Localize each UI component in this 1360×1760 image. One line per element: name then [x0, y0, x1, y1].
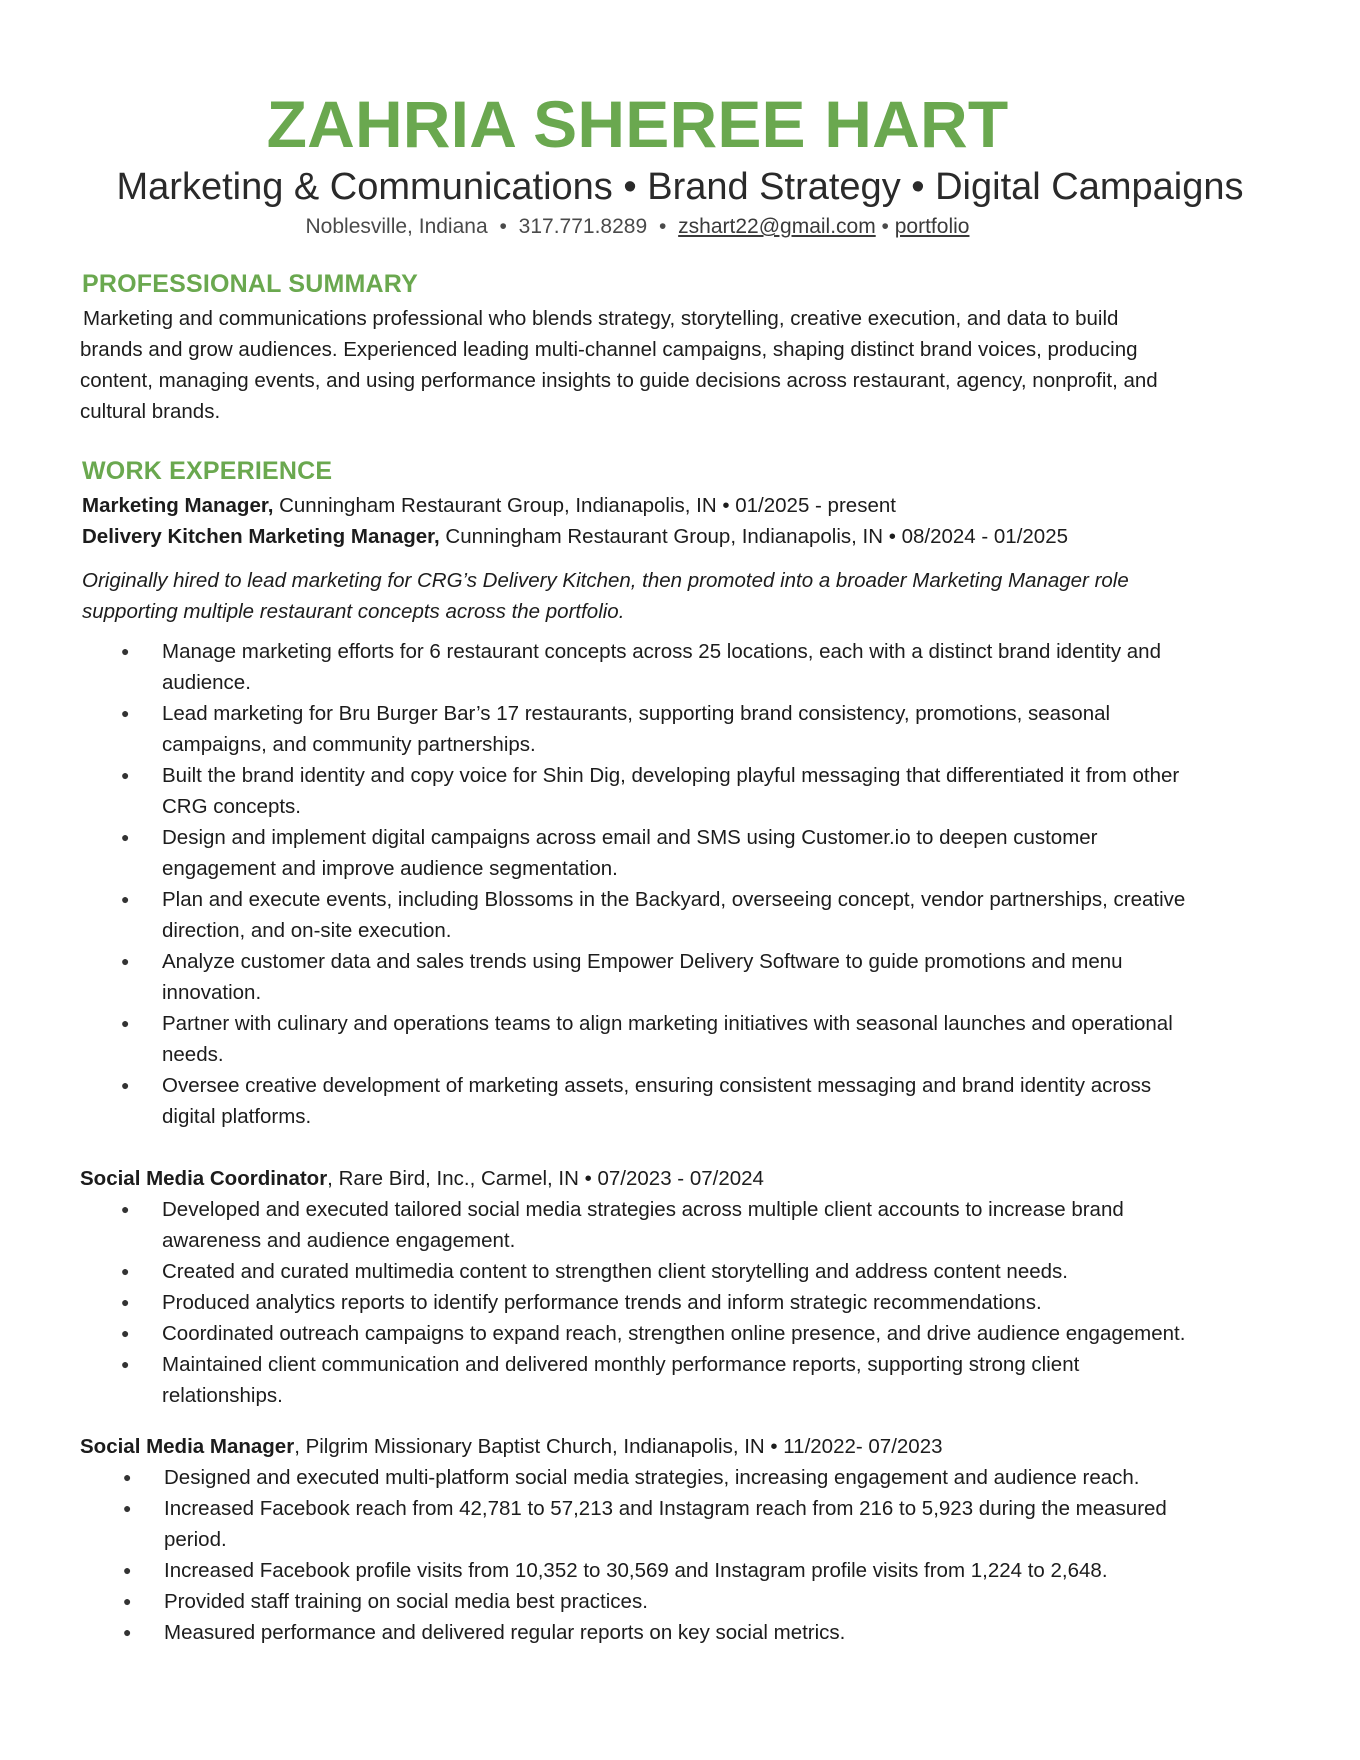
bullet-dot: ● — [121, 643, 130, 659]
experience-heading: WORK EXPERIENCE — [82, 457, 333, 485]
job-bullets — [121, 636, 1272, 1132]
bullet-line: Lead marketing for Bru Burger Bar’s 17 restaurants, supporting brand consistency, promotions, seasonal — [162, 702, 1111, 725]
bullet-line: digital platforms. — [162, 1105, 312, 1128]
note-line: Originally hired to lead marketing for CRG’s Delivery Kitchen, then promoted into a broader Marketing Manager role — [82, 569, 1129, 592]
bullet-item — [123, 1586, 1274, 1617]
tagline: Marketing & Communications • Brand Strategy • Digital Campaigns — [116, 166, 1244, 208]
bullet-line: audience. — [162, 671, 251, 694]
bullet-line: innovation. — [162, 981, 262, 1004]
bullet-item — [121, 1318, 1272, 1349]
job-title: Social Media Coordinator — [80, 1167, 328, 1190]
job-header — [80, 1163, 764, 1194]
bullet-line: needs. — [162, 1043, 224, 1066]
bullet-dot: ● — [123, 1624, 132, 1640]
separator: • — [653, 215, 673, 238]
bullet-line: Increased Facebook reach from 42,781 to 57,213 and Instagram reach from 216 to 5,923 during the measured — [164, 1497, 1167, 1520]
bullet-line: CRG concepts. — [162, 795, 301, 818]
bullet-item — [121, 822, 1272, 884]
bullet-dot: ● — [121, 1015, 130, 1031]
bullet-line: Produced analytics reports to identify performance trends and inform strategic recommendations. — [162, 1291, 1042, 1314]
job-title: Social Media Manager — [80, 1435, 295, 1458]
job-title: Marketing Manager, — [82, 494, 274, 517]
summary-paragraph — [80, 303, 1270, 427]
bullet-line: Created and curated multimedia content to strengthen client storytelling and address content needs. — [162, 1260, 1068, 1283]
job-detail: Cunningham Restaurant Group, Indianapolis, IN • 08/2024 - 01/2025 — [439, 525, 1069, 548]
bullet-item — [121, 1008, 1272, 1070]
summary-heading: PROFESSIONAL SUMMARY — [82, 270, 418, 298]
bullet-dot: ● — [121, 829, 130, 845]
summary-line: content, managing events, and using performance insights to guide decisions across restaurant, agency, nonprofit, and — [80, 369, 1158, 392]
summary-line: Marketing and communications professional who blends strategy, storytelling, creative execution, and data to build — [83, 307, 1119, 330]
bullet-dot: ● — [121, 1077, 130, 1093]
bullet-item — [121, 946, 1272, 1008]
bullet-dot: ● — [121, 705, 130, 721]
bullet-line: relationships. — [162, 1384, 283, 1407]
contact-line — [0, 213, 1275, 241]
bullet-dot: ● — [121, 1356, 130, 1372]
bullet-line: Provided staff training on social media best practices. — [164, 1590, 648, 1613]
bullet-line: engagement and improve audience segmentation. — [162, 857, 618, 880]
bullet-line: awareness and audience engagement. — [162, 1229, 516, 1252]
bullet-dot: ● — [121, 891, 130, 907]
bullet-dot: ● — [121, 1263, 130, 1279]
bullet-item — [121, 884, 1272, 946]
bullet-line: Designed and executed multi-platform social media strategies, increasing engagement and audience reach. — [164, 1466, 1140, 1489]
bullet-line: Manage marketing efforts for 6 restaurant concepts across 25 locations, each with a distinct brand identity and — [162, 640, 1161, 663]
location: Noblesville, Indiana — [305, 215, 488, 238]
bullet-dot: ● — [123, 1500, 132, 1516]
bullet-line: Measured performance and delivered regular reports on key social metrics. — [164, 1621, 846, 1644]
bullet-item — [121, 1070, 1272, 1132]
job-detail: , Pilgrim Missionary Baptist Church, Indianapolis, IN • 11/2022- 07/2023 — [294, 1435, 943, 1458]
bullet-item — [121, 1256, 1272, 1287]
bullet-line: Maintained client communication and delivered monthly performance reports, supporting strong client — [162, 1353, 1080, 1376]
bullet-dot: ● — [123, 1469, 132, 1485]
bullet-line: Design and implement digital campaigns across email and SMS using Customer.io to deepen customer — [162, 826, 1098, 849]
email-link[interactable]: zshart22@gmail.com — [678, 215, 876, 238]
bullet-line: Analyze customer data and sales trends using Empower Delivery Software to guide promotions and menu — [162, 950, 1123, 973]
bullet-item — [123, 1462, 1274, 1493]
job-detail: Cunningham Restaurant Group, Indianapolis, IN • 01/2025 - present — [273, 494, 896, 517]
bullet-item — [123, 1555, 1274, 1586]
bullet-item — [121, 1287, 1272, 1318]
bullet-dot: ● — [123, 1593, 132, 1609]
job-note — [82, 565, 1282, 627]
bullet-item — [121, 1194, 1272, 1256]
job-title: Delivery Kitchen Marketing Manager, — [82, 525, 440, 548]
bullet-item — [121, 636, 1272, 698]
bullet-line: Oversee creative development of marketing assets, ensuring consistent messaging and brand identity across — [162, 1074, 1152, 1097]
separator: • — [875, 215, 895, 238]
bullet-dot: ● — [121, 1294, 130, 1310]
job-header — [80, 1431, 943, 1462]
job-header — [82, 490, 896, 521]
bullet-dot: ● — [121, 1325, 130, 1341]
bullet-item — [121, 1349, 1272, 1411]
bullet-line: Plan and execute events, including Blossoms in the Backyard, overseeing concept, vendor partnerships, creative — [162, 888, 1186, 911]
bullet-dot: ● — [123, 1562, 132, 1578]
bullet-line: Increased Facebook profile visits from 10,352 to 30,569 and Instagram profile visits from 1,224 to 2,648. — [164, 1559, 1108, 1582]
bullet-dot: ● — [121, 1201, 130, 1217]
job-bullets — [121, 1194, 1272, 1411]
bullet-item — [123, 1493, 1274, 1555]
bullet-item — [123, 1617, 1274, 1648]
bullet-dot: ● — [121, 767, 130, 783]
bullet-line: Partner with culinary and operations teams to align marketing initiatives with seasonal launches and operational — [162, 1012, 1173, 1035]
bullet-item — [121, 760, 1272, 822]
note-line: supporting multiple restaurant concepts across the portfolio. — [82, 600, 625, 623]
job-header — [82, 521, 1068, 552]
separator: • — [493, 215, 513, 238]
bullet-item — [121, 698, 1272, 760]
bullet-dot: ● — [121, 953, 130, 969]
candidate-name: ZAHRIA SHEREE HART — [266, 87, 1009, 161]
summary-line: brands and grow audiences. Experienced leading multi-channel campaigns, shaping distinct brand voices, producing — [80, 338, 1138, 361]
bullet-line: direction, and on-site execution. — [162, 919, 452, 942]
bullet-line: Built the brand identity and copy voice for Shin Dig, developing playful messaging that differentiated it from other — [162, 764, 1180, 787]
summary-line: cultural brands. — [80, 400, 221, 423]
phone: 317.771.8289 — [518, 215, 648, 238]
job-bullets — [123, 1462, 1274, 1648]
bullet-line: period. — [164, 1528, 227, 1551]
bullet-line: campaigns, and community partnerships. — [162, 733, 536, 756]
bullet-line: Coordinated outreach campaigns to expand reach, strengthen online presence, and drive audience engagement. — [162, 1322, 1186, 1345]
portfolio-link[interactable]: portfolio — [894, 215, 970, 238]
bullet-line: Developed and executed tailored social media strategies across multiple client accounts to increase brand — [162, 1198, 1124, 1221]
job-detail: , Rare Bird, Inc., Carmel, IN • 07/2023 - 07/2024 — [327, 1167, 764, 1190]
